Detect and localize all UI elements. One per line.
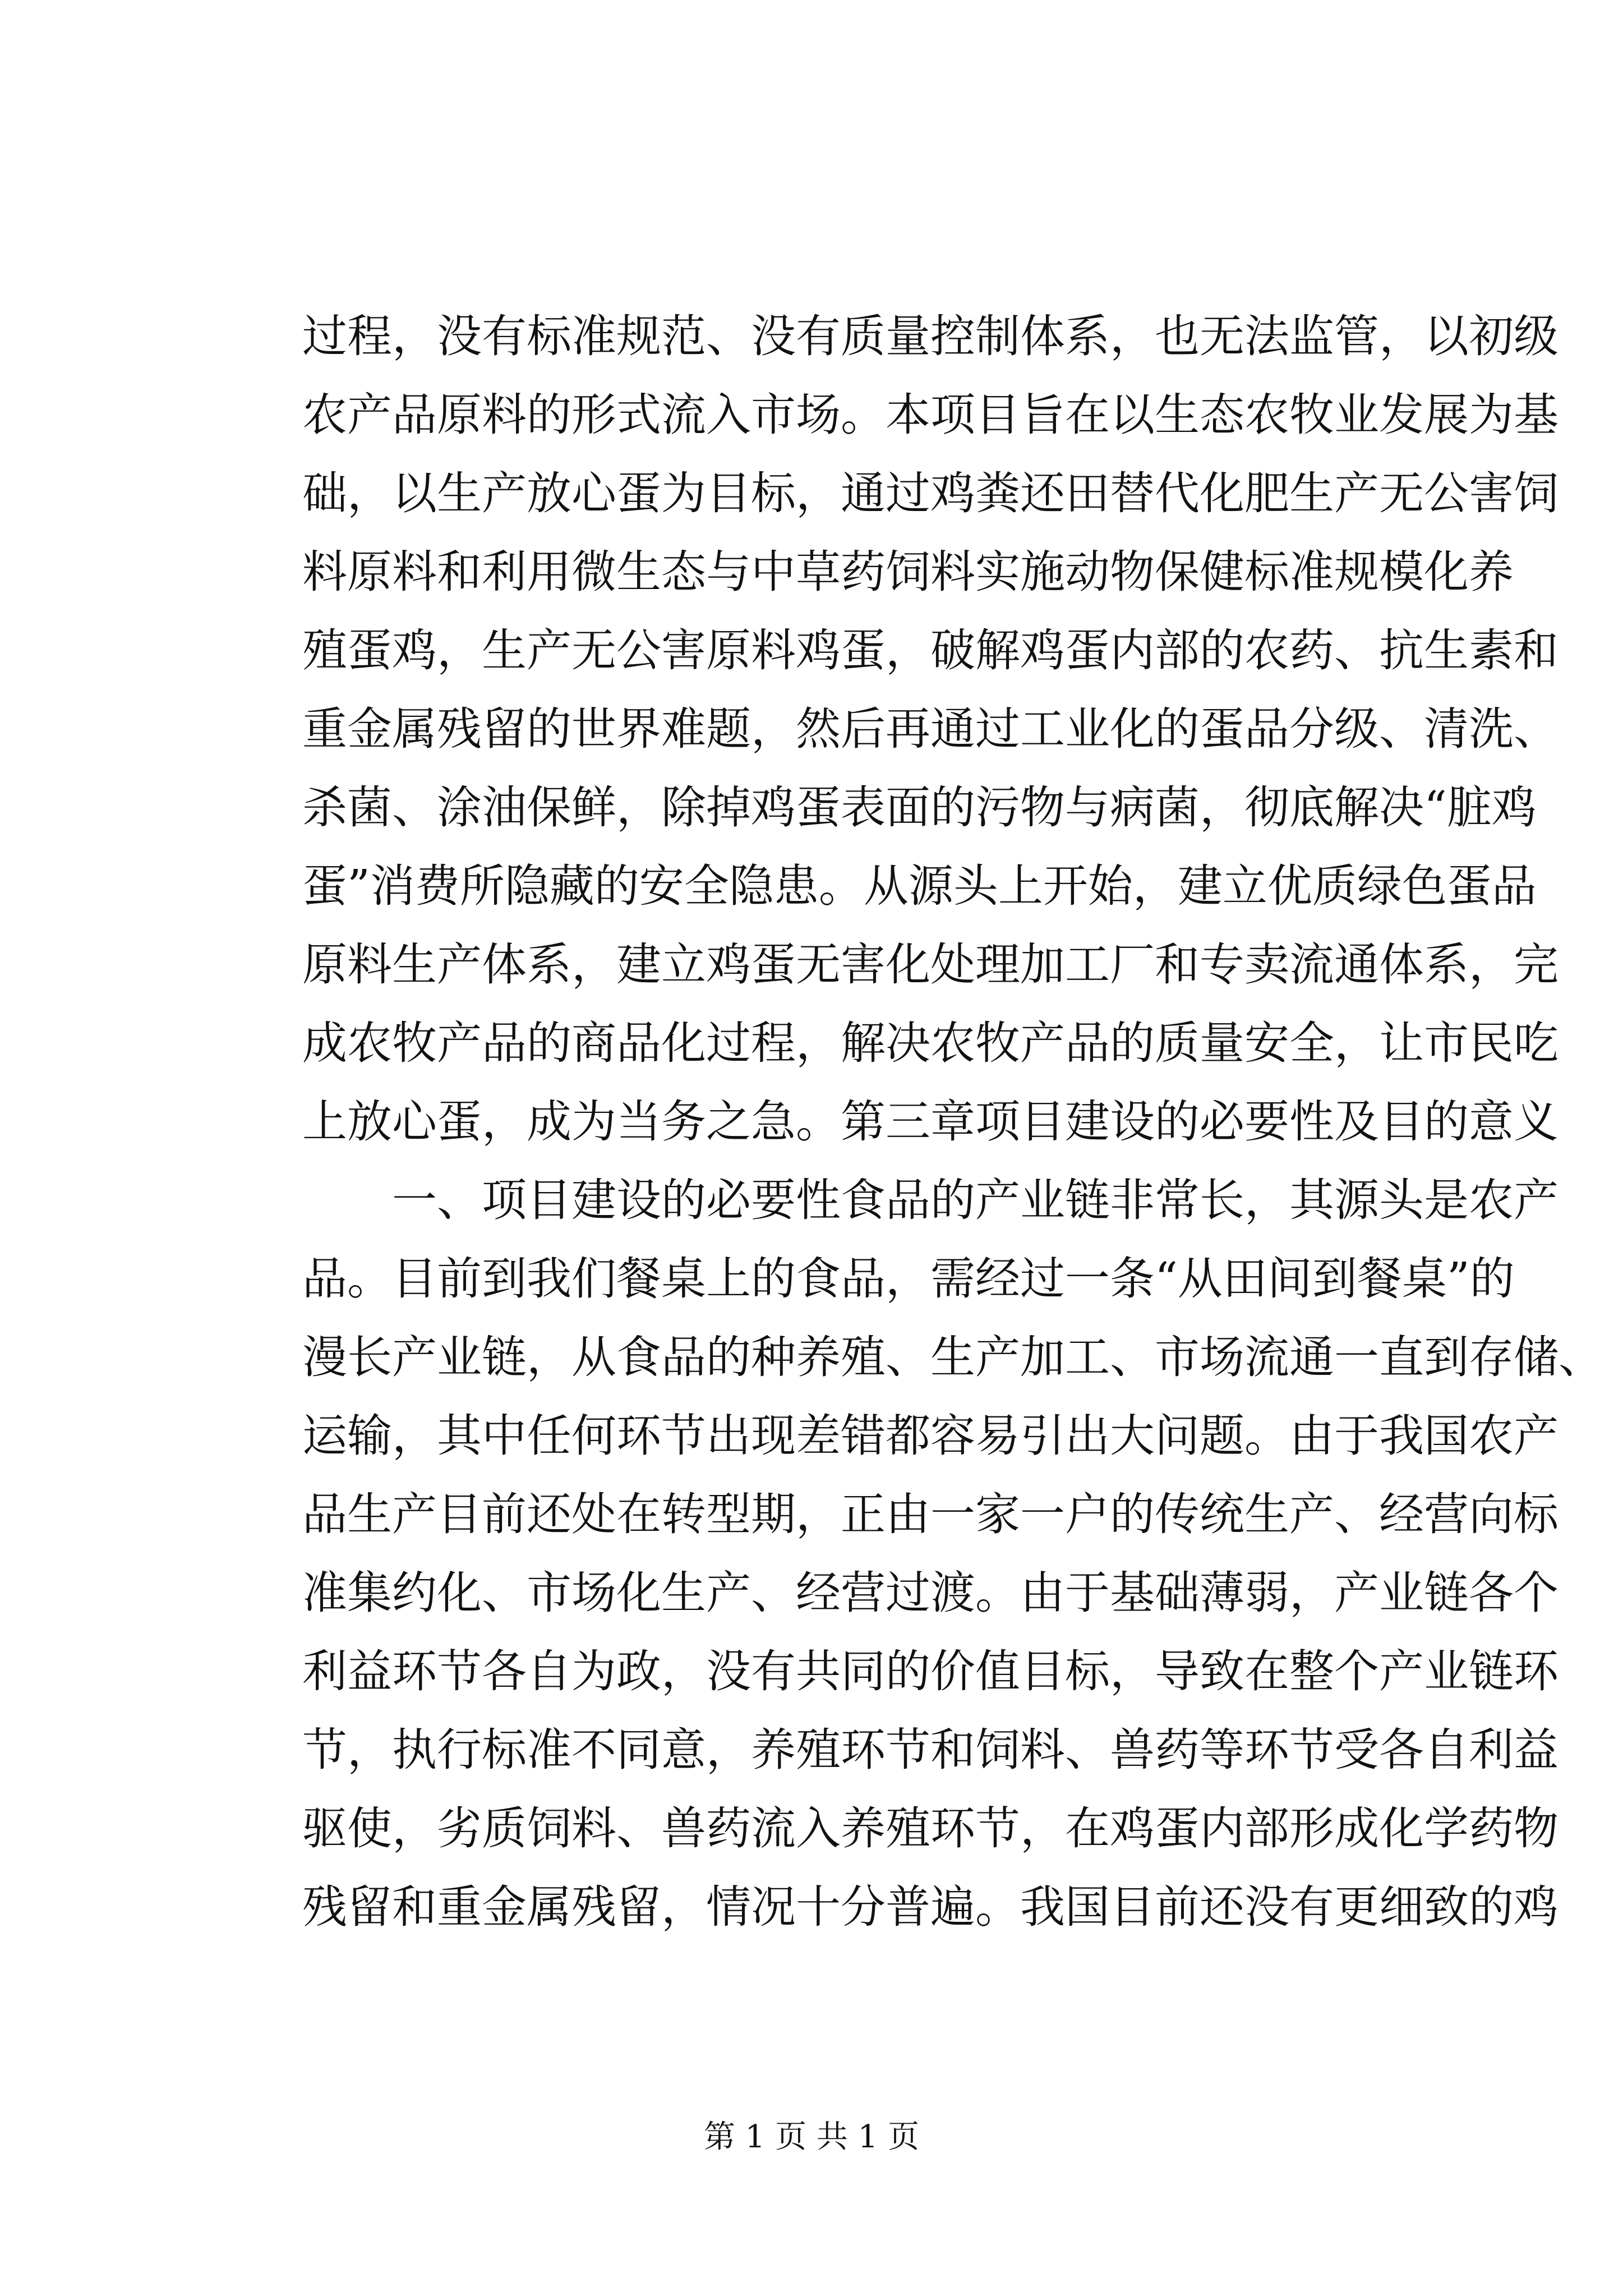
- body-text-line: 准集约化、市场化生产、经营过渡。由于基础薄弱，产业链各个: [302, 1567, 1559, 1619]
- body-text-line: 运输，其中任何环节出现差错都容易引出大问题。由于我国农产: [302, 1410, 1559, 1462]
- body-text-line: 品生产目前还处在转型期，正由一家一户的传统生产、经营向标: [302, 1488, 1559, 1540]
- body-text-line: 节，执行标准不同意，养殖环节和饲料、兽药等环节受各自利益: [302, 1724, 1559, 1776]
- page-number-footer: 第 1 页 共 1 页: [703, 2119, 920, 2155]
- body-text-line: 料原料和利用微生态与中草药饲料实施动物保健标准规模化养: [302, 546, 1514, 598]
- body-text-line: 品。目前到我们餐桌上的食品，需经过一条“从田间到餐桌”的: [302, 1253, 1515, 1305]
- body-text-line-indented: 一、项目建设的必要性食品的产业链非常长，其源头是农产: [302, 1174, 1559, 1226]
- body-text-line: 成农牧产品的商品化过程，解决农牧产品的质量安全，让市民吃: [302, 1017, 1559, 1069]
- body-text-line: 重金属残留的世界难题，然后再通过工业化的蛋品分级、清洗、: [302, 703, 1559, 755]
- body-text-line: 上放心蛋，成为当务之急。第三章项目建设的必要性及目的意义: [302, 1096, 1559, 1148]
- body-text-line: 蛋”消费所隐藏的安全隐患。从源头上开始，建立优质绿色蛋品: [302, 860, 1537, 912]
- body-text-line: 杀菌、涂油保鲜，除掉鸡蛋表面的污物与病菌，彻底解决“脏鸡: [302, 781, 1537, 834]
- body-text-line: 农产品原料的形式流入市场。本项目旨在以生态农牧业发展为基: [302, 389, 1559, 441]
- body-text-line: 原料生产体系，建立鸡蛋无害化处理加工厂和专卖流通体系，完: [302, 938, 1559, 991]
- body-text-line: 利益环节各自为政，没有共同的价值目标，导致在整个产业链环: [302, 1645, 1559, 1697]
- body-text-line: 殖蛋鸡，生产无公害原料鸡蛋，破解鸡蛋内部的农药、抗生素和: [302, 624, 1559, 677]
- body-text-line: 残留和重金属残留，情况十分普遍。我国目前还没有更细致的鸡: [302, 1881, 1559, 1933]
- body-text-line: 漫长产业链，从食品的种养殖、生产加工、市场流通一直到存储、: [302, 1331, 1603, 1383]
- body-text-line: 过程，没有标准规范、没有质量控制体系，也无法监管，以初级: [302, 310, 1559, 362]
- body-text-line: 驱使，劣质饲料、兽药流入养殖环节，在鸡蛋内部形成化学药物: [302, 1802, 1559, 1855]
- body-text-line: 础，以生产放心蛋为目标，通过鸡粪还田替代化肥生产无公害饲: [302, 467, 1559, 519]
